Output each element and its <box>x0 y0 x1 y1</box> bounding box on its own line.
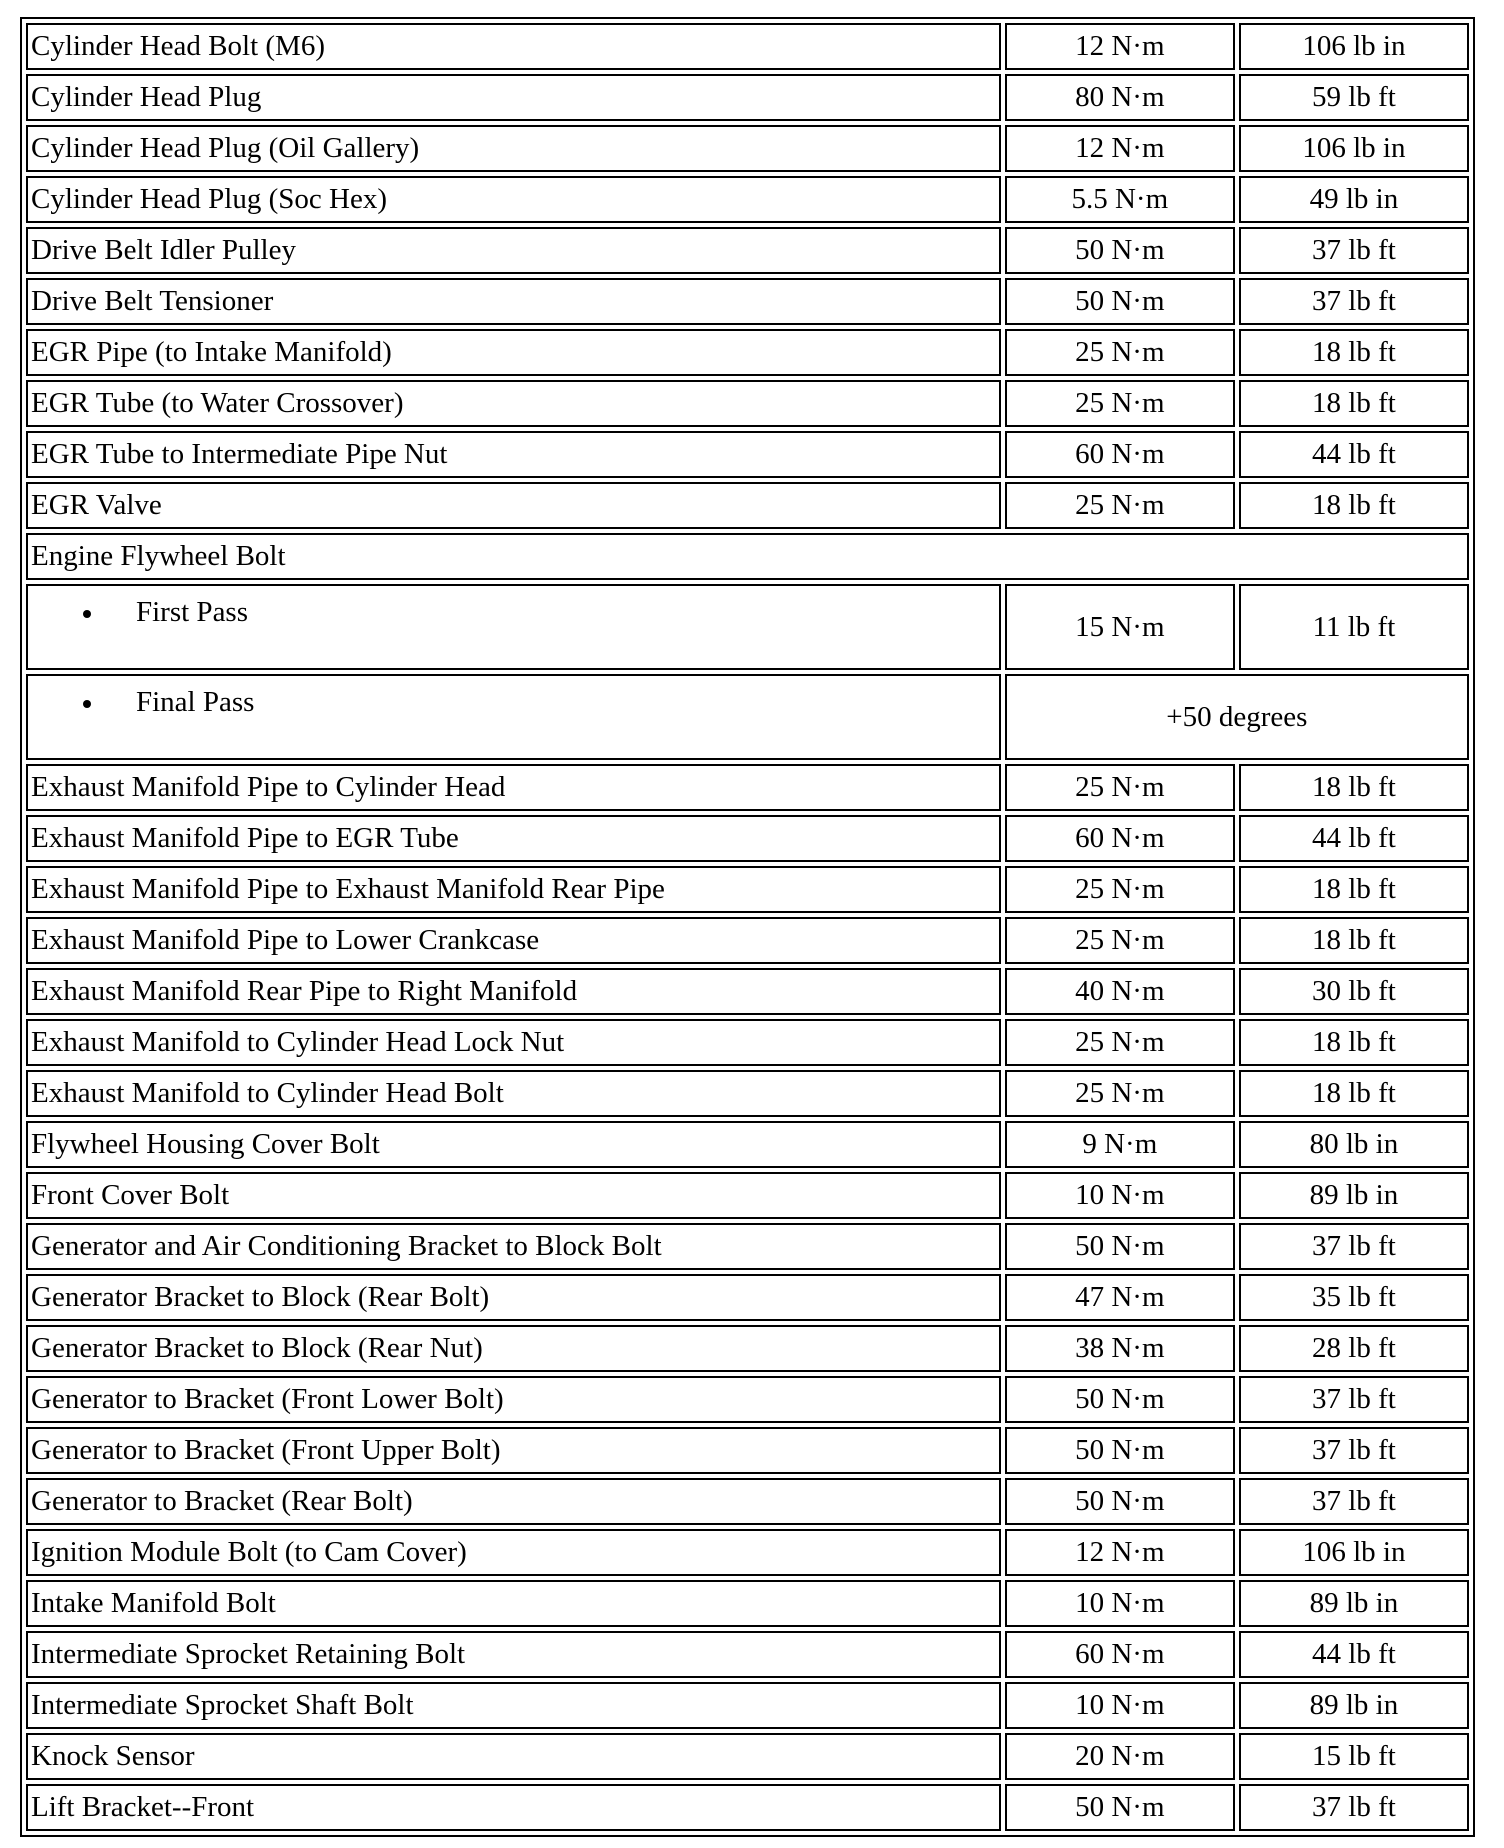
table-row <box>26 764 1469 811</box>
fastener-name: Cylinder Head Plug <box>26 74 1001 121</box>
fastener-name: EGR Tube to Intermediate Pipe Nut <box>26 431 1001 478</box>
table-row <box>26 917 1469 964</box>
fastener-name: Exhaust Manifold Pipe to Lower Crankcase <box>26 917 1001 964</box>
sub-step-row <box>26 674 1469 760</box>
english-torque: 106 lb in <box>1239 23 1469 70</box>
table-row <box>26 176 1469 223</box>
english-torque: 37 lb ft <box>1239 1478 1469 1525</box>
metric-torque: 20 N·m <box>1005 1733 1235 1780</box>
table-row <box>26 1019 1469 1066</box>
english-torque: 89 lb in <box>1239 1580 1469 1627</box>
fastener-name: Knock Sensor <box>26 1733 1001 1780</box>
table-row <box>26 1274 1469 1321</box>
table-row <box>26 1682 1469 1729</box>
metric-torque: 50 N·m <box>1005 1427 1235 1474</box>
sub-step-row <box>26 584 1469 670</box>
english-torque: 18 lb ft <box>1239 917 1469 964</box>
fastener-name: Cylinder Head Plug (Soc Hex) <box>26 176 1001 223</box>
fastener-name: Generator and Air Conditioning Bracket to Block Bolt <box>26 1223 1001 1270</box>
english-torque: 37 lb ft <box>1239 1376 1469 1423</box>
fastener-name: Intermediate Sprocket Shaft Bolt <box>26 1682 1001 1729</box>
metric-torque: 25 N·m <box>1005 1070 1235 1117</box>
metric-torque: 60 N·m <box>1005 815 1235 862</box>
metric-torque: 25 N·m <box>1005 329 1235 376</box>
english-torque: 18 lb ft <box>1239 329 1469 376</box>
english-torque: 15 lb ft <box>1239 1733 1469 1780</box>
table-row <box>26 278 1469 325</box>
metric-torque: 25 N·m <box>1005 1019 1235 1066</box>
metric-torque: 9 N·m <box>1005 1121 1235 1168</box>
fastener-name: Generator Bracket to Block (Rear Bolt) <box>26 1274 1001 1321</box>
fastener-name: Exhaust Manifold Pipe to Cylinder Head <box>26 764 1001 811</box>
english-torque: 89 lb in <box>1239 1682 1469 1729</box>
bullet-icon <box>83 610 91 618</box>
table-row <box>26 1376 1469 1423</box>
english-torque: 49 lb in <box>1239 176 1469 223</box>
english-torque: 35 lb ft <box>1239 1274 1469 1321</box>
fastener-name: Drive Belt Tensioner <box>26 278 1001 325</box>
sub-step <box>31 683 254 721</box>
fastener-name: Exhaust Manifold to Cylinder Head Lock Nut <box>26 1019 1001 1066</box>
group-header-row <box>26 533 1469 580</box>
metric-torque: 50 N·m <box>1005 278 1235 325</box>
fastener-name: Cylinder Head Bolt (M6) <box>26 23 1001 70</box>
fastener-name: Generator to Bracket (Rear Bolt) <box>26 1478 1001 1525</box>
metric-torque: 47 N·m <box>1005 1274 1235 1321</box>
fastener-name: Generator to Bracket (Front Upper Bolt) <box>26 1427 1001 1474</box>
metric-torque: 60 N·m <box>1005 431 1235 478</box>
fastener-name: Drive Belt Idler Pulley <box>26 227 1001 274</box>
metric-torque: 50 N·m <box>1005 1478 1235 1525</box>
fastener-name: Generator to Bracket (Front Lower Bolt) <box>26 1376 1001 1423</box>
table-row <box>26 1223 1469 1270</box>
english-torque: 37 lb ft <box>1239 278 1469 325</box>
english-torque: 18 lb ft <box>1239 866 1469 913</box>
english-torque: 44 lb ft <box>1239 431 1469 478</box>
table-row <box>26 1172 1469 1219</box>
sub-step-label: Final Pass <box>136 686 255 718</box>
table-row <box>26 380 1469 427</box>
metric-torque: 50 N·m <box>1005 1376 1235 1423</box>
table-row <box>26 1325 1469 1372</box>
table-row <box>26 968 1469 1015</box>
sub-step-cell <box>26 584 1001 670</box>
table-row <box>26 815 1469 862</box>
fastener-name: Exhaust Manifold Pipe to EGR Tube <box>26 815 1001 862</box>
bullet-icon <box>83 700 91 708</box>
english-torque: 18 lb ft <box>1239 1070 1469 1117</box>
english-torque: 37 lb ft <box>1239 227 1469 274</box>
english-torque: 89 lb in <box>1239 1172 1469 1219</box>
group-header-label: Engine Flywheel Bolt <box>26 533 1469 580</box>
english-torque: 28 lb ft <box>1239 1325 1469 1372</box>
table-row <box>26 1070 1469 1117</box>
english-torque: 80 lb in <box>1239 1121 1469 1168</box>
english-torque: 18 lb ft <box>1239 1019 1469 1066</box>
sub-step-cell <box>26 674 1001 760</box>
table-row <box>26 1631 1469 1678</box>
metric-torque: 12 N·m <box>1005 1529 1235 1576</box>
fastener-spec-page <box>20 17 1475 1837</box>
english-torque: 44 lb ft <box>1239 1631 1469 1678</box>
table-row <box>26 1478 1469 1525</box>
metric-torque: 10 N·m <box>1005 1682 1235 1729</box>
fastener-name: EGR Tube (to Water Crossover) <box>26 380 1001 427</box>
metric-torque: 25 N·m <box>1005 380 1235 427</box>
english-torque: 44 lb ft <box>1239 815 1469 862</box>
english-torque: 59 lb ft <box>1239 74 1469 121</box>
metric-torque: 40 N·m <box>1005 968 1235 1015</box>
table-row <box>26 1529 1469 1576</box>
english-torque: 18 lb ft <box>1239 764 1469 811</box>
metric-torque: 12 N·m <box>1005 125 1235 172</box>
fastener-name: Exhaust Manifold to Cylinder Head Bolt <box>26 1070 1001 1117</box>
fastener-name: Exhaust Manifold Rear Pipe to Right Manifold <box>26 968 1001 1015</box>
metric-torque: 25 N·m <box>1005 866 1235 913</box>
english-torque: 18 lb ft <box>1239 482 1469 529</box>
table-row <box>26 227 1469 274</box>
table-row <box>26 1580 1469 1627</box>
fastener-name: Cylinder Head Plug (Oil Gallery) <box>26 125 1001 172</box>
table-row <box>26 482 1469 529</box>
fastener-name: Intermediate Sprocket Retaining Bolt <box>26 1631 1001 1678</box>
angle-spec: +50 degrees <box>1005 674 1469 760</box>
fastener-name: Exhaust Manifold Pipe to Exhaust Manifold Rear Pipe <box>26 866 1001 913</box>
english-torque: 106 lb in <box>1239 1529 1469 1576</box>
metric-torque: 25 N·m <box>1005 764 1235 811</box>
fastener-name: Generator Bracket to Block (Rear Nut) <box>26 1325 1001 1372</box>
fastener-name: EGR Pipe (to Intake Manifold) <box>26 329 1001 376</box>
metric-torque: 25 N·m <box>1005 917 1235 964</box>
metric-torque: 25 N·m <box>1005 482 1235 529</box>
table-row <box>26 431 1469 478</box>
table-row <box>26 125 1469 172</box>
table-row <box>26 23 1469 70</box>
english-torque: 11 lb ft <box>1239 584 1469 670</box>
metric-torque: 60 N·m <box>1005 1631 1235 1678</box>
fastener-name: EGR Valve <box>26 482 1001 529</box>
fastener-name: Intake Manifold Bolt <box>26 1580 1001 1627</box>
metric-torque: 5.5 N·m <box>1005 176 1235 223</box>
metric-torque: 50 N·m <box>1005 227 1235 274</box>
sub-step <box>31 593 248 631</box>
fastener-torque-table <box>20 17 1475 1837</box>
metric-torque: 50 N·m <box>1005 1223 1235 1270</box>
table-row <box>26 74 1469 121</box>
english-torque: 18 lb ft <box>1239 380 1469 427</box>
english-torque: 37 lb ft <box>1239 1427 1469 1474</box>
metric-torque: 80 N·m <box>1005 74 1235 121</box>
metric-torque: 50 N·m <box>1005 1784 1235 1831</box>
sub-step-label: First Pass <box>136 596 249 628</box>
table-row <box>26 329 1469 376</box>
fastener-name: Flywheel Housing Cover Bolt <box>26 1121 1001 1168</box>
metric-torque: 12 N·m <box>1005 23 1235 70</box>
fastener-name: Ignition Module Bolt (to Cam Cover) <box>26 1529 1001 1576</box>
table-row <box>26 1733 1469 1780</box>
english-torque: 30 lb ft <box>1239 968 1469 1015</box>
table-row <box>26 1121 1469 1168</box>
english-torque: 37 lb ft <box>1239 1223 1469 1270</box>
english-torque: 106 lb in <box>1239 125 1469 172</box>
english-torque: 37 lb ft <box>1239 1784 1469 1831</box>
metric-torque: 38 N·m <box>1005 1325 1235 1372</box>
table-row <box>26 1427 1469 1474</box>
metric-torque: 10 N·m <box>1005 1580 1235 1627</box>
table-row <box>26 866 1469 913</box>
table-row <box>26 1784 1469 1831</box>
metric-torque: 15 N·m <box>1005 584 1235 670</box>
fastener-name: Front Cover Bolt <box>26 1172 1001 1219</box>
fastener-name: Lift Bracket--Front <box>26 1784 1001 1831</box>
metric-torque: 10 N·m <box>1005 1172 1235 1219</box>
